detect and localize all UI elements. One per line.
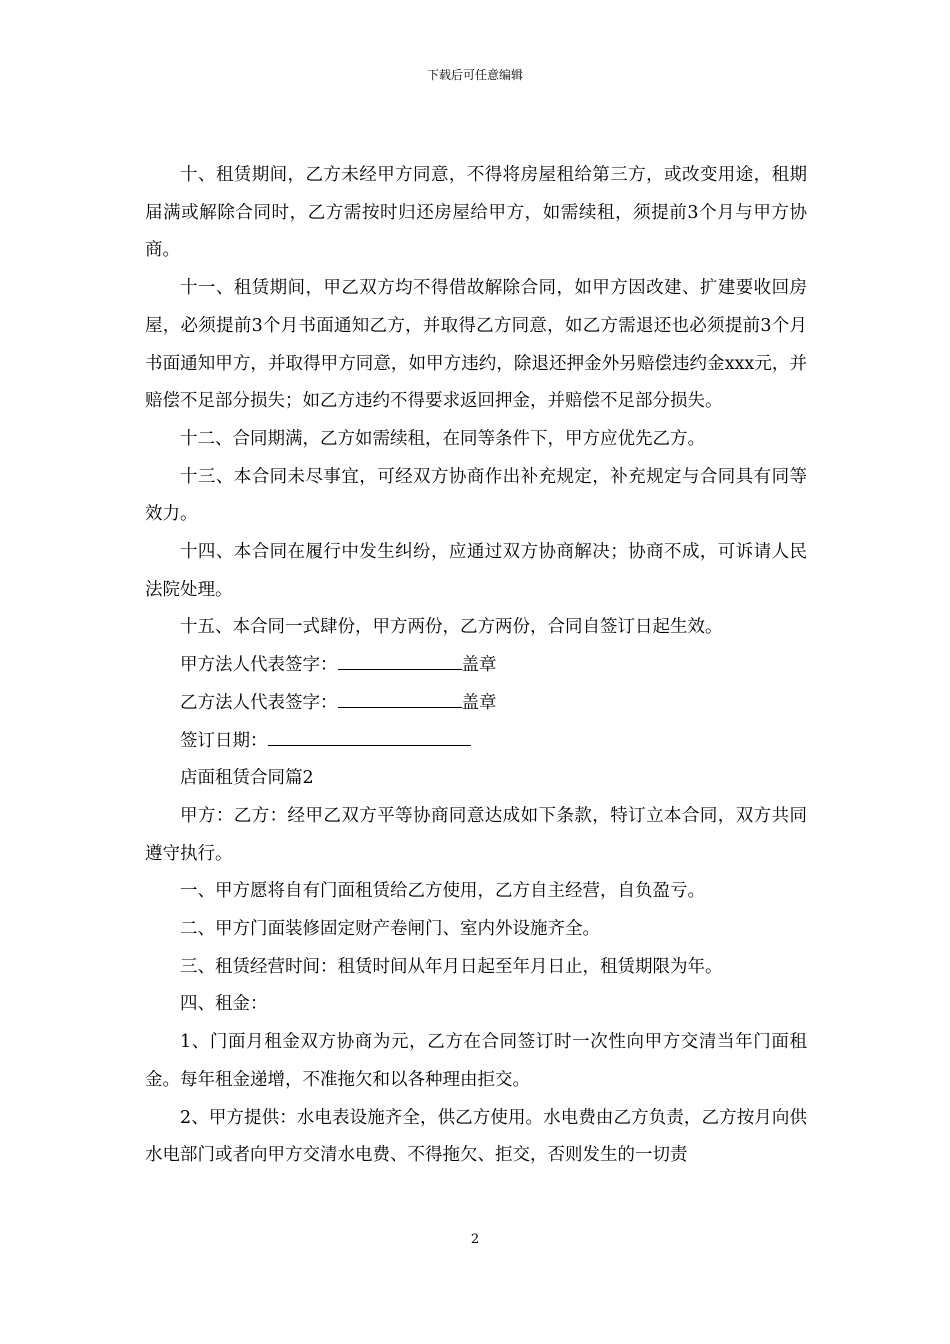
- clause-13: 十三、本合同未尽事宜，可经双方协商作出补充规定，补充规定与合同具有同等效力。: [145, 466, 807, 525]
- party-a-signature-blank: [338, 653, 462, 670]
- clause-12: 十二、合同期满，乙方如需续租，在同等条件下，甲方应优先乙方。: [180, 428, 705, 449]
- clause-14: 十四、本合同在履行中发生纠纷，应通过双方协商解决；协商不成，可诉请人民法院处理。: [145, 542, 807, 600]
- contract2-rent-item-1: 1、门面月租金双方协商为元，乙方在合同签订时一次性向甲方交清当年门面租金。每年租金递增，不准拖欠和以各种理由拒交。: [145, 1032, 807, 1090]
- party-a-signature-line: [145, 647, 807, 685]
- party-a-signature-label: 甲方法人代表签字：: [180, 655, 338, 676]
- clause-15: 十五、本合同一式肆份，甲方两份，乙方两份，合同自签订日起生效。: [180, 617, 723, 638]
- contract2-clause-2: 二、甲方门面装修固定财产卷闸门、室内外设施齐全。: [180, 919, 600, 940]
- contract2-clause-3: 三、租赁经营时间：租赁时间从年月日起至年月日止，租赁期限为年。: [180, 956, 723, 977]
- section-title: 店面租赁合同篇2: [180, 768, 314, 789]
- party-b-signature-line: [145, 685, 807, 723]
- page-header-note: 下载后可任意编辑: [426, 68, 523, 82]
- page-number: 2: [470, 1232, 480, 1247]
- party-b-signature-blank: [338, 691, 462, 708]
- contract2-clause-4: 四、租金：: [180, 994, 268, 1015]
- sign-date-label: 签订日期：: [180, 730, 268, 751]
- clause-11: 十一、租赁期间，甲乙双方均不得借故解除合同，如甲方因改建、扩建要收回房屋，必须提前3个月书面通知乙方，并取得乙方同意，如乙方需退还也必须提前3个月书面通知甲方，并取得甲方同意，如甲方违约，除退还押金外另赔偿违约金xxx元，并赔偿不足部分损失；如乙方违约不得要求返回押金，并赔偿不足部分损失。: [145, 278, 807, 412]
- contract2-clause-1: 一、甲方愿将自有门面租赁给乙方使用，乙方自主经营，自负盈亏。: [180, 881, 705, 902]
- contract2-rent-item-2: 2、甲方提供：水电表设施齐全，供乙方使用。水电费由乙方负责，乙方按月向供水电部门或者向甲方交清水电费、不得拖欠、拒交，否则发生的一切责: [145, 1107, 807, 1166]
- clause-10: 十、租赁期间，乙方未经甲方同意，不得将房屋租给第三方，或改变用途，租期届满或解除合同时，乙方需按时归还房屋给甲方，如需续租，须提前3个月与甲方协商。: [145, 165, 807, 261]
- party-b-signature-label: 乙方法人代表签字：: [180, 692, 338, 713]
- sign-date-blank: [268, 729, 471, 746]
- contract2-preamble: 甲方：乙方：经甲乙双方平等协商同意达成如下条款，特订立本合同，双方共同遵守执行。: [145, 805, 807, 864]
- party-a-seal-label: 盖章: [461, 655, 497, 676]
- document-body: [145, 157, 807, 1175]
- party-b-seal-label: 盖章: [461, 692, 497, 713]
- sign-date-line: [145, 723, 807, 761]
